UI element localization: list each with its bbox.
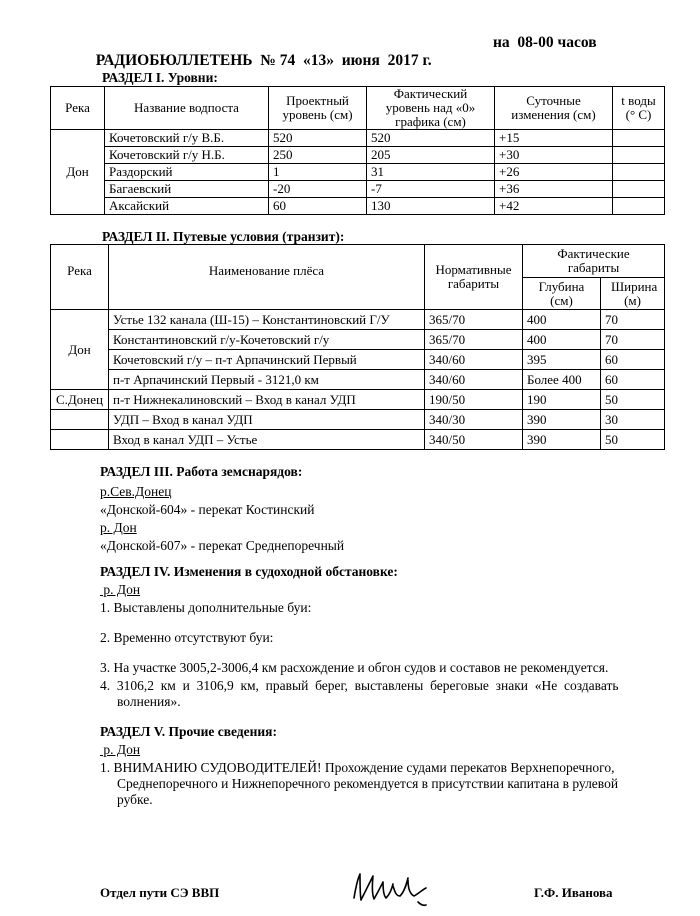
col-river: Река	[51, 87, 105, 130]
norm-cell: 340/60	[425, 370, 523, 390]
design-cell: 1	[269, 164, 367, 181]
table-row	[51, 390, 665, 410]
norm-cell: 365/70	[425, 310, 523, 330]
department-label: Отдел пути СЭ ВВП	[100, 885, 220, 900]
river-cell: Дон	[51, 310, 109, 390]
design-cell: 60	[269, 198, 367, 215]
table-row	[51, 430, 665, 450]
reach-cell: п-т Арпачинский Первый - 3121,0 км	[109, 370, 425, 390]
temp-cell	[613, 198, 665, 215]
col-actual-dimensions: Фактические габариты	[523, 245, 665, 278]
river-cell-empty	[51, 430, 109, 450]
reach-cell: Кочетовский г/у – п-т Арпачинский Первый	[109, 350, 425, 370]
section3-dredger-1: «Донской-604» - перекат Костинский	[100, 502, 315, 517]
depth-cell: 400	[523, 310, 601, 330]
col-river: Река	[51, 245, 109, 310]
table-row	[51, 330, 665, 350]
depth-cell: 190	[523, 390, 601, 410]
depth-cell: 400	[523, 330, 601, 350]
handwritten-signature	[348, 868, 438, 912]
design-cell: 520	[269, 130, 367, 147]
section4-item-2: 2. Временно отсутствуют буи:	[100, 630, 274, 645]
section4-item-4-line-1: 4. 3106,2 км и 3106,9 км, правый берег, выставлены береговые знаки «Не создавать	[100, 678, 619, 693]
col-depth: Глубина (см)	[523, 278, 601, 310]
post-cell: Кочетовский г/у Н.Б.	[105, 147, 269, 164]
table-row	[51, 350, 665, 370]
section5-item-1-line-1: 1. ВНИМАНИЮ СУДОВОДИТЕЛЕЙ! Прохождение судами перекатов Верхнепоречного,	[100, 760, 615, 775]
post-cell: Аксайский	[105, 198, 269, 215]
col-water-temp: t воды (° С)	[613, 87, 665, 130]
route-conditions-table	[50, 244, 665, 450]
actual-cell: 520	[367, 130, 495, 147]
width-cell: 70	[601, 310, 665, 330]
col-reach-name: Наименование плёса	[109, 245, 425, 310]
actual-cell: 31	[367, 164, 495, 181]
daily-cell: +15	[495, 130, 613, 147]
daily-cell: +36	[495, 181, 613, 198]
depth-cell: Более 400	[523, 370, 601, 390]
col-normative: Нормативные габариты	[425, 245, 523, 310]
bulletin-title-text: РАДИОБЮЛЛЕТЕНЬ № 74 «13» июня 2017 г.	[95, 52, 432, 69]
section4-heading: РАЗДЕЛ IV. Изменения в судоходной обстановке:	[100, 564, 398, 579]
daily-cell: +42	[495, 198, 613, 215]
table-row	[51, 370, 665, 390]
daily-cell: +30	[495, 147, 613, 164]
signer-name: Г.Ф. Иванова	[534, 885, 613, 900]
depth-cell: 395	[523, 350, 601, 370]
section4-item-4-line-2: волнения».	[117, 694, 181, 709]
section3-dredger-2: «Донской-607» - перекат Среднепоречный	[100, 538, 345, 553]
post-cell: Раздорский	[105, 164, 269, 181]
depth-cell: 390	[523, 410, 601, 430]
width-cell: 70	[601, 330, 665, 350]
table-row	[51, 164, 665, 181]
temp-cell	[613, 147, 665, 164]
design-cell: -20	[269, 181, 367, 198]
section3-river-2: р. Дон	[100, 520, 137, 535]
section1-heading: РАЗДЕЛ I. Уровни:	[102, 70, 218, 85]
reach-cell: Константиновский г/у-Кочетовский г/у	[109, 330, 425, 350]
norm-cell: 340/50	[425, 430, 523, 450]
norm-cell: 190/50	[425, 390, 523, 410]
table-row	[51, 198, 665, 215]
levels-header-row	[51, 87, 665, 130]
table-row	[51, 310, 665, 330]
norm-cell: 340/30	[425, 410, 523, 430]
section5-river: р. Дон	[100, 742, 141, 757]
section4-item-1: 1. Выставлены дополнительные буи:	[100, 600, 312, 615]
width-cell: 50	[601, 430, 665, 450]
width-cell: 60	[601, 350, 665, 370]
reach-cell: Устье 132 канала (Ш-15) – Константиновский Г/У	[109, 310, 425, 330]
section2-heading: РАЗДЕЛ II. Путевые условия (транзит):	[102, 229, 345, 244]
width-cell: 60	[601, 370, 665, 390]
reach-cell: Вход в канал УДП – Устье	[109, 430, 425, 450]
section3-river-1: р.Сев.Донец	[100, 484, 172, 499]
norm-cell: 340/60	[425, 350, 523, 370]
river-cell: С.Донец	[51, 390, 109, 410]
temp-cell	[613, 181, 665, 198]
norm-cell: 365/70	[425, 330, 523, 350]
design-cell: 250	[269, 147, 367, 164]
river-cell-empty	[51, 410, 109, 430]
col-actual-level: Фактический уровень над «0» графика (см)	[367, 87, 495, 130]
col-design-level: Проектный уровень (см)	[269, 87, 367, 130]
width-cell: 30	[601, 410, 665, 430]
post-cell: Кочетовский г/у В.Б.	[105, 130, 269, 147]
section4-river: р. Дон	[100, 582, 141, 597]
post-cell: Багаевский	[105, 181, 269, 198]
table-row	[51, 130, 665, 147]
actual-cell: 205	[367, 147, 495, 164]
temp-cell	[613, 130, 665, 147]
section5-item-1-line-2: Среднепоречного и Нижнепоречного рекомендуется в присутствии капитана в рулевой	[117, 776, 619, 791]
table-row	[51, 147, 665, 164]
width-cell: 50	[601, 390, 665, 410]
route-header-row	[51, 245, 665, 278]
table-row	[51, 410, 665, 430]
actual-cell: 130	[367, 198, 495, 215]
reach-cell: УДП – Вход в канал УДП	[109, 410, 425, 430]
levels-table	[50, 86, 665, 215]
section5-item-1-line-3: рубке.	[117, 792, 153, 807]
col-daily-change: Суточные изменения (см)	[495, 87, 613, 130]
depth-cell: 390	[523, 430, 601, 450]
actual-cell: -7	[367, 181, 495, 198]
col-post-name: Название водпоста	[105, 87, 269, 130]
temp-cell	[613, 164, 665, 181]
reach-cell: п-т Нижнекалиновский – Вход в канал УДП	[109, 390, 425, 410]
section3-heading: РАЗДЕЛ III. Работа земснарядов:	[100, 464, 303, 479]
col-width: Ширина (м)	[601, 278, 665, 310]
river-cell: Дон	[51, 130, 105, 215]
section4-item-3: 3. На участке 3005,2-3006,4 км расхождение и обгон судов и составов не рекомендуется.	[100, 660, 609, 675]
daily-cell: +26	[495, 164, 613, 181]
section5-heading: РАЗДЕЛ V. Прочие сведения:	[100, 724, 277, 739]
bulletin-time: на 08-00 часов	[493, 34, 597, 51]
table-row	[51, 181, 665, 198]
